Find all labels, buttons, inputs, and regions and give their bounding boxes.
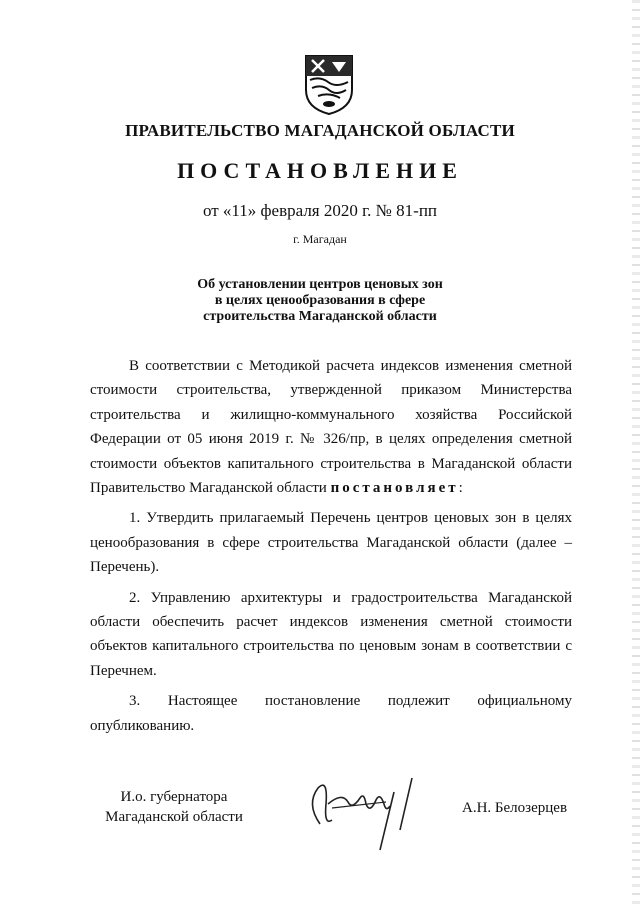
subject-line: строительства Магаданской области: [203, 309, 437, 324]
preamble-text: В соответствии с Методикой расчета индексов изменения сметной стоимости строительства, утвержденной приказом Министерства строительства и жилищно-коммунального хозяйства Российской Федерации от 05 июня 2019 г. № 326/пр, в целях определения сметной стоимости объектов капитального строительства в Магаданской области Правительство Магаданской области: [90, 358, 572, 497]
preamble-paragraph: [90, 354, 572, 500]
document-type-title: ПОСТАНОВЛЕНИЕ: [177, 158, 463, 183]
city-name: г. Магадан: [293, 232, 347, 246]
subject-line: Об установлении центров ценовых зон: [197, 277, 443, 292]
item-3-paragraph: 3. Настоящее постановление подлежит официальному опубликованию.: [90, 693, 572, 734]
item-1-paragraph: 1. Утвердить прилагаемый Перечень центров ценовых зон в целях ценообразования в сфере строительства Магаданской области (далее – Перечень).: [90, 510, 572, 576]
document-body: [90, 354, 572, 738]
handwritten-signature-icon: [302, 764, 432, 854]
government-title: ПРАВИТЕЛЬСТВО МАГАДАНСКОЙ ОБЛАСТИ: [125, 121, 515, 140]
signatory-position: [94, 787, 254, 827]
position-line: И.о. губернатора: [120, 789, 228, 805]
document-date-number: от «11» февраля 2020 г. № 81-пп: [202, 201, 438, 220]
decree-word: постановляет: [330, 480, 459, 497]
item-2-paragraph: 2. Управлению архитектуры и градостроительства Магаданской области обеспечить расчет индексов изменения сметной стоимости объектов капитального строительства по ценовым зонам в соответствии с Перечнем.: [90, 589, 572, 679]
decree-colon: :: [458, 480, 463, 497]
signatory-name: А.Н. Белозерцев: [462, 800, 568, 816]
position-line: Магаданской области: [105, 809, 243, 825]
document-subject: [0, 277, 640, 325]
coat-of-arms-icon: [302, 52, 356, 116]
subject-line: в целях ценообразования в сфере: [214, 293, 426, 308]
